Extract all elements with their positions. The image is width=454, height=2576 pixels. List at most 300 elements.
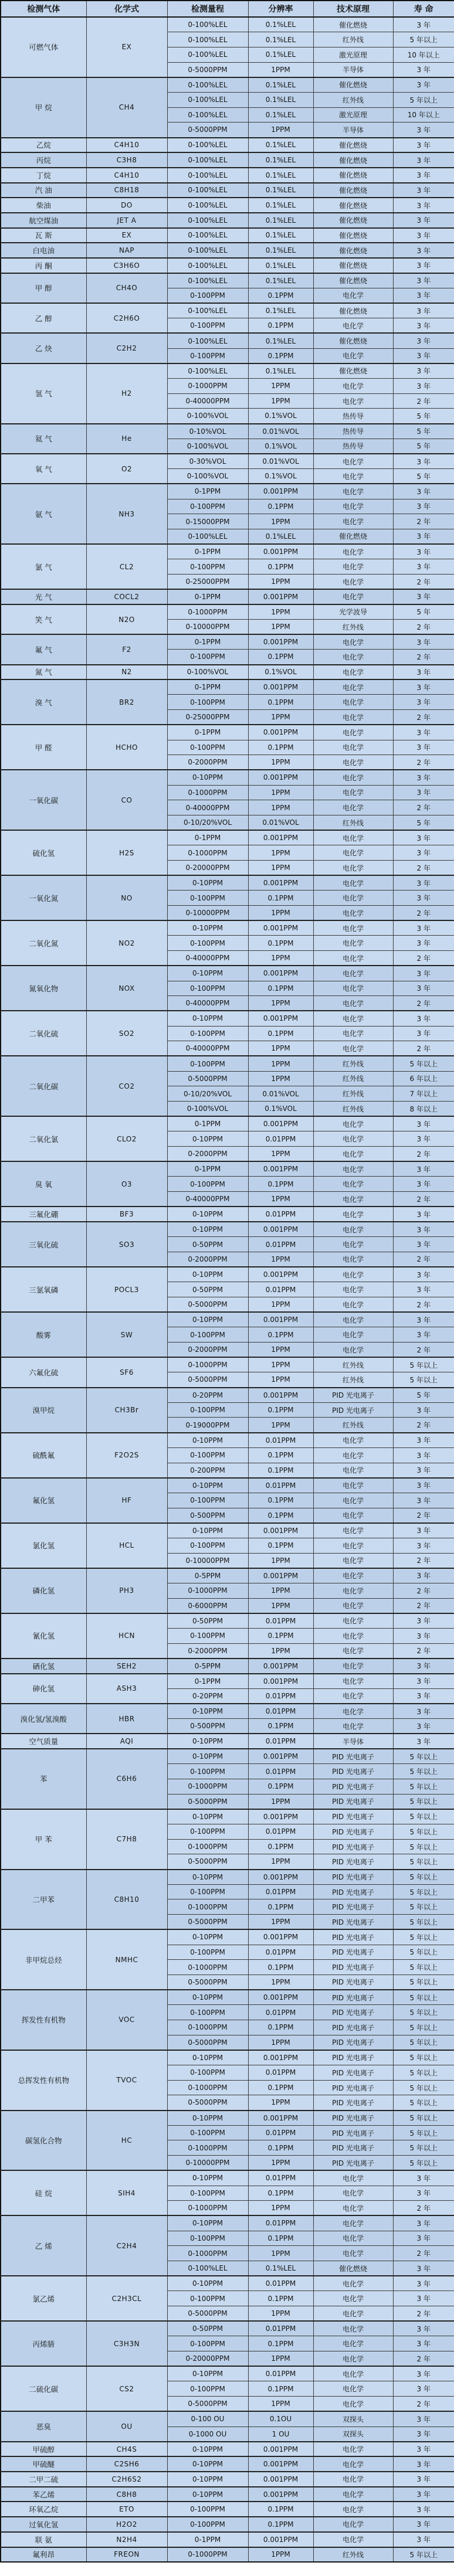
- gas-name-cell: 空气质量: [1, 1734, 86, 1749]
- range-cell: 0-50PPM: [167, 2321, 248, 2336]
- formula-cell: HF: [86, 1478, 167, 1523]
- range-cell: 0-100%VOL: [167, 409, 248, 424]
- table-row: [1, 303, 454, 318]
- lifespan-cell: 2 年: [393, 393, 454, 409]
- lifespan-cell: 3 年: [393, 333, 454, 348]
- resolution-cell: 0.001PPM: [248, 1011, 313, 1026]
- range-cell: 0-10PPM: [167, 1809, 248, 1824]
- gas-name-cell: 二硫化碳: [1, 2366, 86, 2411]
- range-cell: 0-500PPM: [167, 1508, 248, 1523]
- principle-cell: 电化学: [313, 1583, 393, 1599]
- principle-cell: 电化学: [313, 650, 393, 665]
- lifespan-cell: 3 年: [393, 1011, 454, 1026]
- principle-cell: PID 光电离子: [313, 2050, 393, 2065]
- range-cell: 0-1000PPM: [167, 1357, 248, 1372]
- range-cell: 0-5000PPM: [167, 2035, 248, 2050]
- lifespan-cell: 3 年: [393, 1629, 454, 1644]
- resolution-cell: 1PPM: [248, 1147, 313, 1162]
- gas-name-cell: 一氧化氮: [1, 875, 86, 920]
- table-row: [1, 258, 454, 273]
- formula-cell: NAP: [86, 243, 167, 258]
- resolution-cell: 1PPM: [248, 2035, 313, 2050]
- principle-cell: 红外线: [313, 92, 393, 107]
- lifespan-cell: 3 年: [393, 936, 454, 951]
- table-row: [1, 228, 454, 243]
- resolution-cell: 0.1PPM: [248, 695, 313, 710]
- gas-name-cell: 二氧化硫: [1, 1011, 86, 1056]
- formula-cell: HCN: [86, 1613, 167, 1659]
- principle-cell: 电化学: [313, 2381, 393, 2397]
- lifespan-cell: 2 年: [393, 1598, 454, 1613]
- principle-cell: 电化学: [313, 2215, 393, 2231]
- gas-name-cell: 碳氢化合物: [1, 2111, 86, 2171]
- lifespan-cell: 3 年: [393, 228, 454, 243]
- resolution-cell: 0.01PPM: [248, 1433, 313, 1448]
- resolution-cell: 0.1PPM: [248, 1402, 313, 1418]
- lifespan-cell: 5 年以上: [393, 2140, 454, 2156]
- lifespan-cell: 2 年: [393, 1583, 454, 1599]
- table-row: [1, 1568, 454, 1583]
- lifespan-cell: 5 年: [393, 815, 454, 830]
- resolution-cell: 0.1PPM: [248, 348, 313, 363]
- range-cell: 0-100%LEL: [167, 243, 248, 258]
- formula-cell: C3H8: [86, 152, 167, 168]
- gas-name-cell: 二氧化氯: [1, 1116, 86, 1161]
- gas-name-cell: 乙烷: [1, 138, 86, 153]
- lifespan-cell: 3 年: [393, 152, 454, 168]
- lifespan-cell: 3 年: [393, 1312, 454, 1327]
- gas-table-body: [1, 17, 454, 2562]
- formula-cell: C2H6S2: [86, 2472, 167, 2487]
- lifespan-cell: 5 年以上: [393, 1824, 454, 1840]
- formula-cell: SO2: [86, 1011, 167, 1056]
- resolution-cell: 0.1OU: [248, 2411, 313, 2427]
- principle-cell: 电化学: [313, 1659, 393, 1674]
- resolution-cell: 1PPM: [248, 379, 313, 394]
- lifespan-cell: 3 年: [393, 1207, 454, 1222]
- lifespan-cell: 5 年: [393, 439, 454, 454]
- resolution-cell: 1PPM: [248, 906, 313, 921]
- range-cell: 0-25000PPM: [167, 574, 248, 589]
- formula-cell: CH3Br: [86, 1388, 167, 1433]
- lifespan-cell: 5 年以上: [393, 1056, 454, 1071]
- table-row: [1, 830, 454, 845]
- gas-name-cell: 丙 酮: [1, 258, 86, 273]
- resolution-cell: 0.1PPM: [248, 936, 313, 951]
- principle-cell: PID 光电离子: [313, 1779, 393, 1794]
- table-row: [1, 2321, 454, 2336]
- gas-name-cell: 三氯氧磷: [1, 1267, 86, 1312]
- gas-name-cell: 丙烯腈: [1, 2321, 86, 2366]
- formula-cell: O2: [86, 454, 167, 484]
- lifespan-cell: 2 年: [393, 650, 454, 665]
- table-row: [1, 152, 454, 168]
- principle-cell: 红外线: [313, 32, 393, 47]
- gas-name-cell: 光 气: [1, 589, 86, 604]
- resolution-cell: 0.1PPM: [248, 1463, 313, 1478]
- range-cell: 0-1PPM: [167, 634, 248, 650]
- gas-name-cell: 氢 气: [1, 363, 86, 424]
- resolution-cell: 0.1PPM: [248, 1026, 313, 1041]
- resolution-cell: 0.01PPM: [248, 2170, 313, 2186]
- gas-name-cell: 硅 烷: [1, 2170, 86, 2215]
- formula-cell: O3: [86, 1161, 167, 1207]
- range-cell: 0-100PPM: [167, 1026, 248, 1041]
- lifespan-cell: 3 年: [393, 634, 454, 650]
- range-cell: 0-1PPM: [167, 1161, 248, 1177]
- resolution-cell: 0.1%LEL: [248, 2261, 313, 2276]
- range-cell: 0-10000PPM: [167, 906, 248, 921]
- resolution-cell: 0.01PPM: [248, 1237, 313, 1252]
- range-cell: 0-100PPM: [167, 1402, 248, 1418]
- formula-cell: BR2: [86, 679, 167, 725]
- resolution-cell: 0.1PPM: [248, 2020, 313, 2035]
- lifespan-cell: 3 年: [393, 1222, 454, 1237]
- principle-cell: 电化学: [313, 514, 393, 529]
- principle-cell: PID 光电离子: [313, 1945, 393, 1960]
- resolution-cell: 0.01PPM: [248, 1688, 313, 1704]
- lifespan-cell: 5 年以上: [393, 1960, 454, 1975]
- principle-cell: 半导体: [313, 1734, 393, 1749]
- lifespan-cell: 2 年: [393, 1147, 454, 1162]
- formula-cell: ASH3: [86, 1674, 167, 1704]
- principle-cell: 红外线: [313, 620, 393, 635]
- range-cell: 0-1000PPM: [167, 2201, 248, 2216]
- principle-cell: 催化燃烧: [313, 198, 393, 213]
- principle-cell: 电化学: [313, 2456, 393, 2472]
- principle-cell: 红外线: [313, 1071, 393, 1086]
- formula-cell: C3H3N: [86, 2321, 167, 2366]
- resolution-cell: 1PPM: [248, 951, 313, 966]
- resolution-cell: 0.1PPM: [248, 891, 313, 906]
- range-cell: 0-100PPM: [167, 1493, 248, 1508]
- range-cell: 0-1PPM: [167, 589, 248, 604]
- range-cell: 0-100PPM: [167, 2291, 248, 2306]
- gas-name-cell: 甲 醛: [1, 725, 86, 770]
- range-cell: 0-25000PPM: [167, 710, 248, 725]
- range-cell: 0-1PPM: [167, 725, 248, 740]
- principle-cell: 电化学: [313, 2351, 393, 2367]
- resolution-cell: 1PPM: [248, 393, 313, 409]
- range-cell: 0-10/20%VOL: [167, 815, 248, 830]
- resolution-cell: 0.001PPM: [248, 1116, 313, 1131]
- range-cell: 0-10000PPM: [167, 1553, 248, 1568]
- principle-cell: 电化学: [313, 288, 393, 303]
- lifespan-cell: 5 年以上: [393, 2050, 454, 2065]
- principle-cell: 电化学: [313, 559, 393, 575]
- table-row: [1, 725, 454, 740]
- range-cell: 0-100 OU: [167, 2411, 248, 2427]
- principle-cell: 电化学: [313, 544, 393, 559]
- formula-cell: CO2: [86, 1056, 167, 1116]
- gas-name-cell: 氨 气: [1, 484, 86, 544]
- principle-cell: 电化学: [313, 2397, 393, 2412]
- principle-cell: 电化学: [313, 710, 393, 725]
- lifespan-cell: 3 年: [393, 379, 454, 394]
- resolution-cell: 1PPM: [248, 1192, 313, 1207]
- lifespan-cell: 3 年: [393, 318, 454, 334]
- resolution-cell: 0.1%LEL: [248, 32, 313, 47]
- lifespan-cell: 3 年: [393, 2517, 454, 2532]
- lifespan-cell: 3 年: [393, 1402, 454, 1418]
- range-cell: 0-10PPM: [167, 1207, 248, 1222]
- resolution-cell: 0.1PPM: [248, 2080, 313, 2095]
- lifespan-cell: 3 年: [393, 1026, 454, 1041]
- lifespan-cell: 3 年: [393, 1116, 454, 1131]
- resolution-cell: 0.001PPM: [248, 2442, 313, 2457]
- range-cell: 0-5PPM: [167, 1659, 248, 1674]
- formula-cell: NOX: [86, 966, 167, 1011]
- table-row: [1, 1870, 454, 1885]
- lifespan-cell: 3 年: [393, 725, 454, 740]
- table-row: [1, 2050, 454, 2065]
- table-row: [1, 1523, 454, 1538]
- table-row: [1, 183, 454, 198]
- lifespan-cell: 3 年: [393, 2456, 454, 2472]
- principle-cell: 催化燃烧: [313, 529, 393, 544]
- principle-cell: 电化学: [313, 2246, 393, 2261]
- gas-name-cell: 硫酰氟: [1, 1433, 86, 1478]
- table-row: [1, 1116, 454, 1131]
- lifespan-cell: 3 年: [393, 2442, 454, 2457]
- resolution-cell: 1PPM: [248, 123, 313, 138]
- column-header-resolution: 分辨率: [248, 1, 313, 17]
- formula-cell: CO: [86, 770, 167, 830]
- range-cell: 0-100%LEL: [167, 138, 248, 153]
- range-cell: 0-100%LEL: [167, 152, 248, 168]
- resolution-cell: 0.1%LEL: [248, 107, 313, 123]
- resolution-cell: 1PPM: [248, 2201, 313, 2216]
- lifespan-cell: 3 年: [393, 183, 454, 198]
- resolution-cell: 0.001PPM: [248, 2050, 313, 2065]
- principle-cell: 半导体: [313, 62, 393, 77]
- principle-cell: 电化学: [313, 951, 393, 966]
- lifespan-cell: 3 年: [393, 17, 454, 32]
- range-cell: 0-10PPM: [167, 920, 248, 936]
- lifespan-cell: 5 年以上: [393, 2111, 454, 2126]
- principle-cell: 电化学: [313, 1463, 393, 1478]
- resolution-cell: 1PPM: [248, 1975, 313, 1990]
- resolution-cell: 0.01PPM: [248, 1945, 313, 1960]
- lifespan-cell: 5 年以上: [393, 1975, 454, 1990]
- gas-name-cell: 三氧化硫: [1, 1222, 86, 1267]
- table-row: [1, 2532, 454, 2547]
- range-cell: 0-100PPM: [167, 1884, 248, 1899]
- range-cell: 0-100PPM: [167, 1447, 248, 1463]
- lifespan-cell: 5 年以上: [393, 2035, 454, 2050]
- resolution-cell: 0.1PPM: [248, 1779, 313, 1794]
- resolution-cell: 0.001PPM: [248, 1809, 313, 1824]
- lifespan-cell: 5 年以上: [393, 2080, 454, 2095]
- table-row: [1, 2276, 454, 2291]
- gas-name-cell: 乙 炔: [1, 333, 86, 363]
- range-cell: 0-1000PPM: [167, 2246, 248, 2261]
- principle-cell: 电化学: [313, 679, 393, 695]
- lifespan-cell: 3 年: [393, 891, 454, 906]
- resolution-cell: 0.1PPM: [248, 1899, 313, 1915]
- range-cell: 0-50PPM: [167, 1282, 248, 1297]
- lifespan-cell: 2 年: [393, 1252, 454, 1267]
- formula-cell: JET A: [86, 213, 167, 228]
- range-cell: 0-40000PPM: [167, 1041, 248, 1056]
- resolution-cell: 1PPM: [248, 2397, 313, 2412]
- range-cell: 0-1000PPM: [167, 1583, 248, 1599]
- lifespan-cell: 2 年: [393, 906, 454, 921]
- resolution-cell: 0.01%VOL: [248, 424, 313, 439]
- resolution-cell: 0.1%LEL: [248, 138, 313, 153]
- table-row: [1, 2547, 454, 2563]
- table-row: [1, 1613, 454, 1629]
- range-cell: 0-100PPM: [167, 1538, 248, 1553]
- lifespan-cell: 3 年: [393, 1161, 454, 1177]
- table-row: [1, 1357, 454, 1372]
- resolution-cell: 1PPM: [248, 755, 313, 770]
- lifespan-cell: 5 年以上: [393, 2547, 454, 2563]
- formula-cell: HCHO: [86, 725, 167, 770]
- lifespan-cell: 3 年: [393, 1463, 454, 1478]
- gas-name-cell: 溴甲烷: [1, 1388, 86, 1433]
- principle-cell: 催化燃烧: [313, 138, 393, 153]
- lifespan-cell: 3 年: [393, 77, 454, 93]
- principle-cell: 电化学: [313, 574, 393, 589]
- lifespan-cell: 3 年: [393, 2186, 454, 2201]
- formula-cell: H2O2: [86, 2517, 167, 2532]
- table-row: [1, 1929, 454, 1945]
- principle-cell: 电化学: [313, 845, 393, 861]
- principle-cell: 热传导: [313, 439, 393, 454]
- range-cell: 0-100PPM: [167, 559, 248, 575]
- gas-name-cell: 丁烷: [1, 168, 86, 183]
- principle-cell: 电化学: [313, 1538, 393, 1553]
- formula-cell: C6H6: [86, 1749, 167, 1809]
- formula-cell: SW: [86, 1312, 167, 1357]
- formula-cell: PH3: [86, 1568, 167, 1613]
- lifespan-cell: 2 年: [393, 2397, 454, 2412]
- resolution-cell: 0.1%VOL: [248, 665, 313, 680]
- resolution-cell: 1PPM: [248, 574, 313, 589]
- resolution-cell: 1PPM: [248, 1297, 313, 1312]
- range-cell: 0-100%VOL: [167, 665, 248, 680]
- range-cell: 0-100%LEL: [167, 198, 248, 213]
- lifespan-cell: 3 年: [393, 213, 454, 228]
- table-row: [1, 2502, 454, 2517]
- resolution-cell: 0.001PPM: [248, 1674, 313, 1689]
- range-cell: 0-100%LEL: [167, 77, 248, 93]
- table-row: [1, 679, 454, 695]
- principle-cell: 电化学: [313, 348, 393, 363]
- lifespan-cell: 3 年: [393, 1674, 454, 1689]
- formula-cell: C3H6O: [86, 258, 167, 273]
- lifespan-cell: 3 年: [393, 2532, 454, 2547]
- range-cell: 0-100%LEL: [167, 183, 248, 198]
- resolution-cell: 0.01PPM: [248, 2321, 313, 2336]
- resolution-cell: 0.1%LEL: [248, 303, 313, 318]
- range-cell: 0-10/20%VOL: [167, 1086, 248, 1102]
- table-row: [1, 1809, 454, 1824]
- principle-cell: 电化学: [313, 725, 393, 740]
- gas-name-cell: 甲 苯: [1, 1809, 86, 1870]
- formula-cell: TVOC: [86, 2050, 167, 2111]
- lifespan-cell: 3 年: [393, 845, 454, 861]
- range-cell: 0-20PPM: [167, 1688, 248, 1704]
- principle-cell: 半导体: [313, 123, 393, 138]
- lifespan-cell: 3 年: [393, 348, 454, 363]
- range-cell: 0-100%LEL: [167, 228, 248, 243]
- principle-cell: PID 光电离子: [313, 2095, 393, 2111]
- resolution-cell: 1PPM: [248, 996, 313, 1011]
- gas-name-cell: 氯化氢: [1, 1523, 86, 1568]
- principle-cell: 电化学: [313, 891, 393, 906]
- lifespan-cell: 5 年以上: [393, 1839, 454, 1854]
- formula-cell: OU: [86, 2411, 167, 2441]
- range-cell: 0-5000PPM: [167, 62, 248, 77]
- principle-cell: 电化学: [313, 800, 393, 815]
- resolution-cell: 0.1PPM: [248, 1960, 313, 1975]
- principle-cell: PID 光电离子: [313, 1402, 393, 1418]
- column-header-lifespan: 寿 命: [393, 1, 454, 17]
- range-cell: 0-20000PPM: [167, 2351, 248, 2367]
- principle-cell: 电化学: [313, 1312, 393, 1327]
- principle-cell: 电化学: [313, 1629, 393, 1644]
- table-row: [1, 1659, 454, 1674]
- principle-cell: PID 光电离子: [313, 2065, 393, 2081]
- formula-cell: HCL: [86, 1523, 167, 1568]
- range-cell: 0-40000PPM: [167, 393, 248, 409]
- formula-cell: C2H2: [86, 333, 167, 363]
- resolution-cell: 0.001PPM: [248, 544, 313, 559]
- formula-cell: F2: [86, 634, 167, 664]
- gas-name-cell: 氧 气: [1, 454, 86, 484]
- resolution-cell: 0.001PPM: [248, 875, 313, 891]
- table-row: [1, 920, 454, 936]
- resolution-cell: 0.1%LEL: [248, 183, 313, 198]
- table-row: [1, 273, 454, 288]
- principle-cell: 电化学: [313, 1297, 393, 1312]
- lifespan-cell: 5 年以上: [393, 2095, 454, 2111]
- range-cell: 0-20000PPM: [167, 861, 248, 876]
- range-cell: 0-5000PPM: [167, 2306, 248, 2322]
- lifespan-cell: 3 年: [393, 258, 454, 273]
- formula-cell: CLO2: [86, 1116, 167, 1161]
- range-cell: 0-19000PPM: [167, 1418, 248, 1433]
- resolution-cell: 0.1%LEL: [248, 92, 313, 107]
- principle-cell: 电化学: [313, 2517, 393, 2532]
- principle-cell: 电化学: [313, 1131, 393, 1147]
- formula-cell: H2S: [86, 830, 167, 875]
- lifespan-cell: 3 年: [393, 665, 454, 680]
- gas-name-cell: 总挥发性有机物: [1, 2050, 86, 2111]
- gas-name-cell: 氦 气: [1, 424, 86, 454]
- range-cell: 0-100PPM: [167, 2381, 248, 2397]
- range-cell: 0-5000PPM: [167, 1071, 248, 1086]
- gas-name-cell: 氟 气: [1, 634, 86, 664]
- range-cell: 0-10PPM: [167, 2487, 248, 2502]
- principle-cell: 电化学: [313, 770, 393, 785]
- formula-cell: He: [86, 424, 167, 454]
- lifespan-cell: 3 年: [393, 1237, 454, 1252]
- principle-cell: 红外线: [313, 2547, 393, 2563]
- resolution-cell: 0.1%LEL: [248, 47, 313, 62]
- lifespan-cell: 3 年: [393, 168, 454, 183]
- principle-cell: 电化学: [313, 1553, 393, 1568]
- resolution-cell: 0.001PPM: [248, 1749, 313, 1764]
- lifespan-cell: 3 年: [393, 1704, 454, 1719]
- principle-cell: 电化学: [313, 2276, 393, 2291]
- principle-cell: 电化学: [313, 318, 393, 334]
- resolution-cell: 0.01%VOL: [248, 1086, 313, 1102]
- formula-cell: NO: [86, 875, 167, 920]
- principle-cell: 电化学: [313, 966, 393, 981]
